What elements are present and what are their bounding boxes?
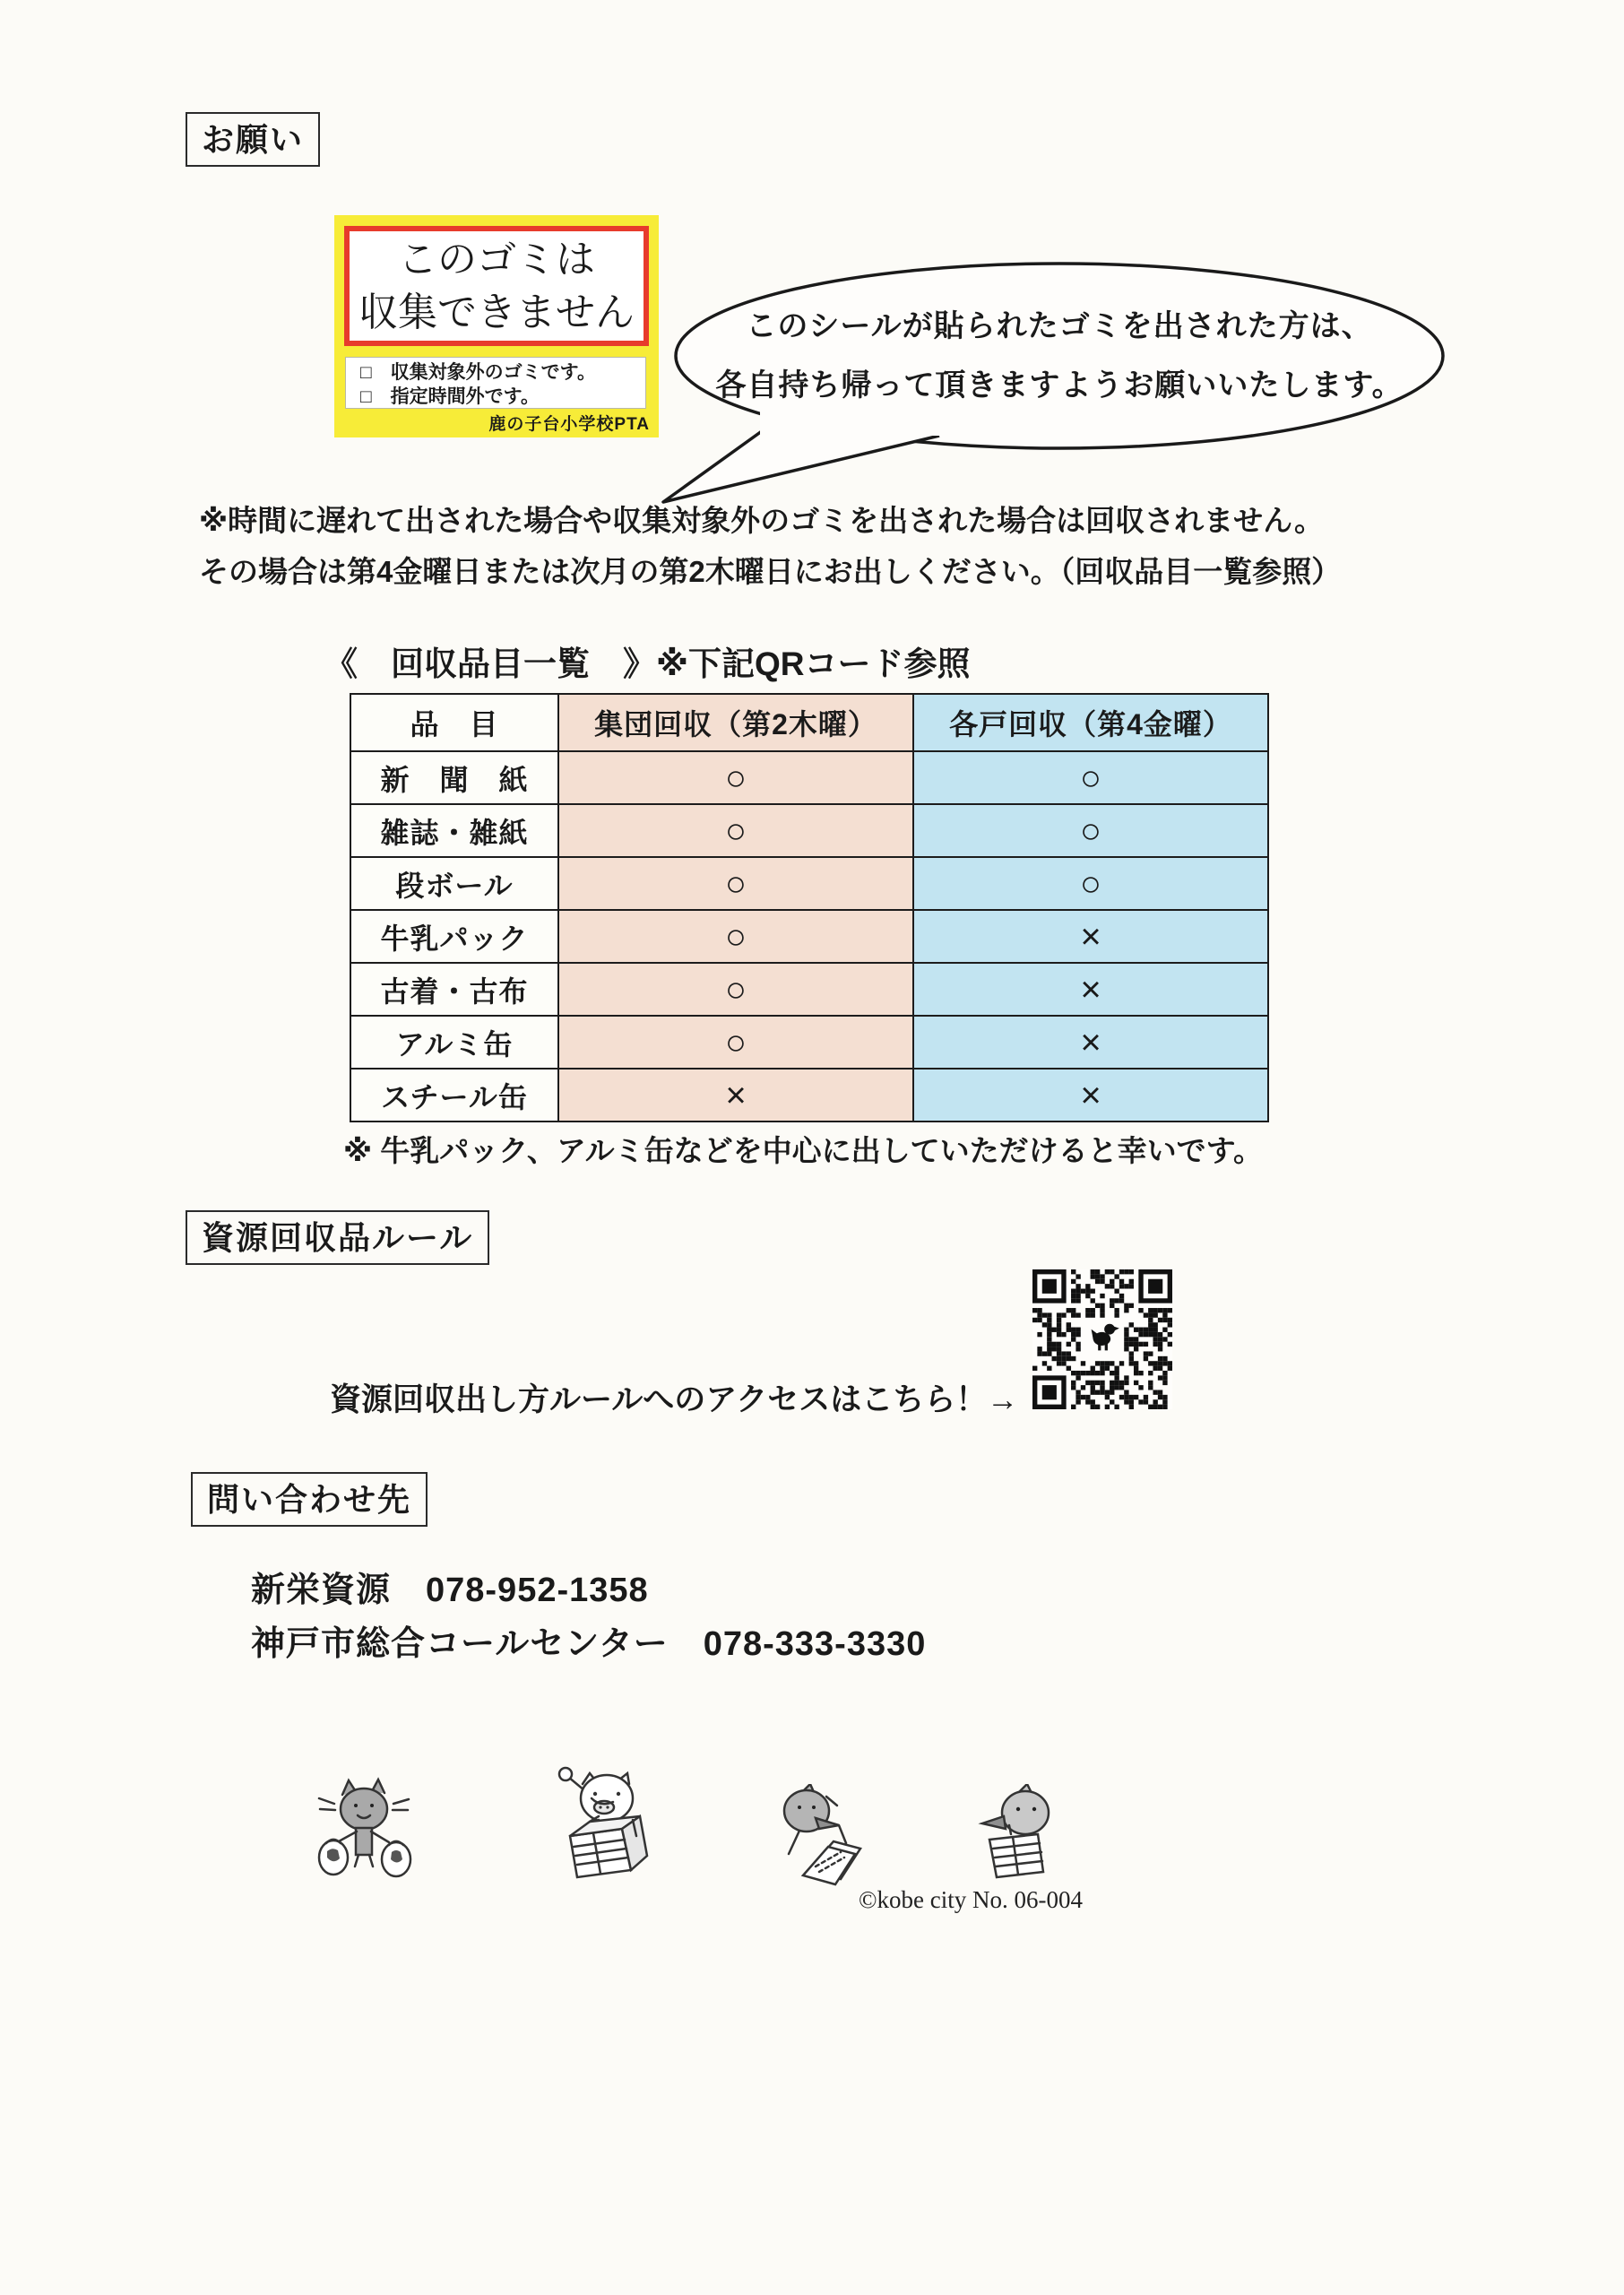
sticker-issuer: 鹿の子台小学校PTA	[488, 415, 650, 434]
item-name-cell: 雑誌・雑紙	[350, 804, 558, 857]
table-row	[350, 910, 1268, 963]
group-collection-mark: ○	[558, 804, 913, 857]
header-group-collection: 集団回収（第2木曜）	[558, 694, 913, 751]
mascot-cat-illustration	[312, 1777, 425, 1881]
door-collection-mark: ○	[913, 804, 1268, 857]
notice-line1: ※時間に遅れて出された場合や収集対象外のゴミを出された場合は回収されません。	[199, 504, 1325, 537]
door-collection-mark: ×	[913, 910, 1268, 963]
qr-access-caption: 資源回収出し方ルールへのアクセスはこちら！→	[330, 1382, 1019, 1417]
group-collection-mark: ○	[558, 963, 913, 1016]
header-item: 品 目	[350, 694, 558, 751]
header-door-collection: 各戸回収（第4金曜）	[913, 694, 1268, 751]
door-collection-mark: ×	[913, 963, 1268, 1016]
table-header-row	[350, 694, 1268, 751]
qr-code-image	[1032, 1269, 1172, 1409]
sticker-checkbox-out-of-hours: □ 指定時間外です。	[360, 386, 540, 407]
item-list-heading: 《 回収品目一覧 》※下記QRコード参照	[324, 645, 971, 682]
sticker-title-line1: このゴミは	[398, 237, 595, 281]
speech-bubble-line1: このシールが貼られたゴミを出された方は、	[746, 309, 1373, 343]
item-name-cell: アルミ缶	[350, 1016, 558, 1069]
collection-table-body	[350, 751, 1268, 1122]
group-collection-mark: ○	[558, 857, 913, 910]
group-collection-mark: ○	[558, 1016, 913, 1069]
table-row	[350, 1016, 1268, 1069]
group-collection-mark: ×	[558, 1069, 913, 1122]
collection-items-table	[350, 693, 1269, 1122]
door-collection-mark: ×	[913, 1016, 1268, 1069]
resource-rules-label: 資源回収品ルール	[186, 1210, 489, 1265]
item-name-cell: 段ボール	[350, 857, 558, 910]
contact-kobe-call-center: 神戸市総合コールセンター 078-333-3330	[251, 1625, 927, 1663]
table-note: ※ 牛乳パック、アルミ缶などを中心に出していただけると幸いです。	[343, 1134, 1263, 1167]
contact-label: 問い合わせ先	[191, 1472, 428, 1527]
late-collection-notice	[199, 495, 1341, 597]
item-name-cell: 古着・古布	[350, 963, 558, 1016]
sticker-checklist	[345, 357, 646, 409]
mascot-pig-newspaper-illustration	[540, 1764, 660, 1881]
table-row	[350, 963, 1268, 1016]
mascot-pig-bundle-illustration	[959, 1784, 1070, 1884]
door-collection-mark: ○	[913, 751, 1268, 804]
item-name-cell: スチール缶	[350, 1069, 558, 1122]
sticker-checkbox-out-of-scope: □ 収集対象外のゴミです。	[360, 362, 597, 383]
door-collection-mark: ×	[913, 1069, 1268, 1122]
no-collection-sticker	[334, 215, 659, 437]
table-row	[350, 1069, 1268, 1122]
copyright-credit: ©kobe city No. 06-004	[859, 1886, 1083, 1913]
speech-bubble-line2: 各自持ち帰って頂きますようお願いいたします。	[715, 368, 1404, 403]
request-label: お願い	[186, 112, 320, 167]
mascot-duck-magazines-illustration	[764, 1784, 889, 1893]
sticker-title-line2: 収集できません	[358, 290, 635, 334]
table-row	[350, 751, 1268, 804]
group-collection-mark: ○	[558, 910, 913, 963]
contact-shinei-shigen: 新栄資源 078-952-1358	[251, 1572, 649, 1609]
item-name-cell: 牛乳パック	[350, 910, 558, 963]
door-collection-mark: ○	[913, 857, 1268, 910]
table-row	[350, 857, 1268, 910]
sticker-title	[344, 226, 649, 346]
qr-code	[1032, 1269, 1172, 1409]
notice-line2: その場合は第4金曜日または次月の第2木曜日にお出しください。（回収品目一覧参照）	[199, 555, 1342, 588]
table-row	[350, 804, 1268, 857]
item-name-cell: 新 聞 紙	[350, 751, 558, 804]
group-collection-mark: ○	[558, 751, 913, 804]
